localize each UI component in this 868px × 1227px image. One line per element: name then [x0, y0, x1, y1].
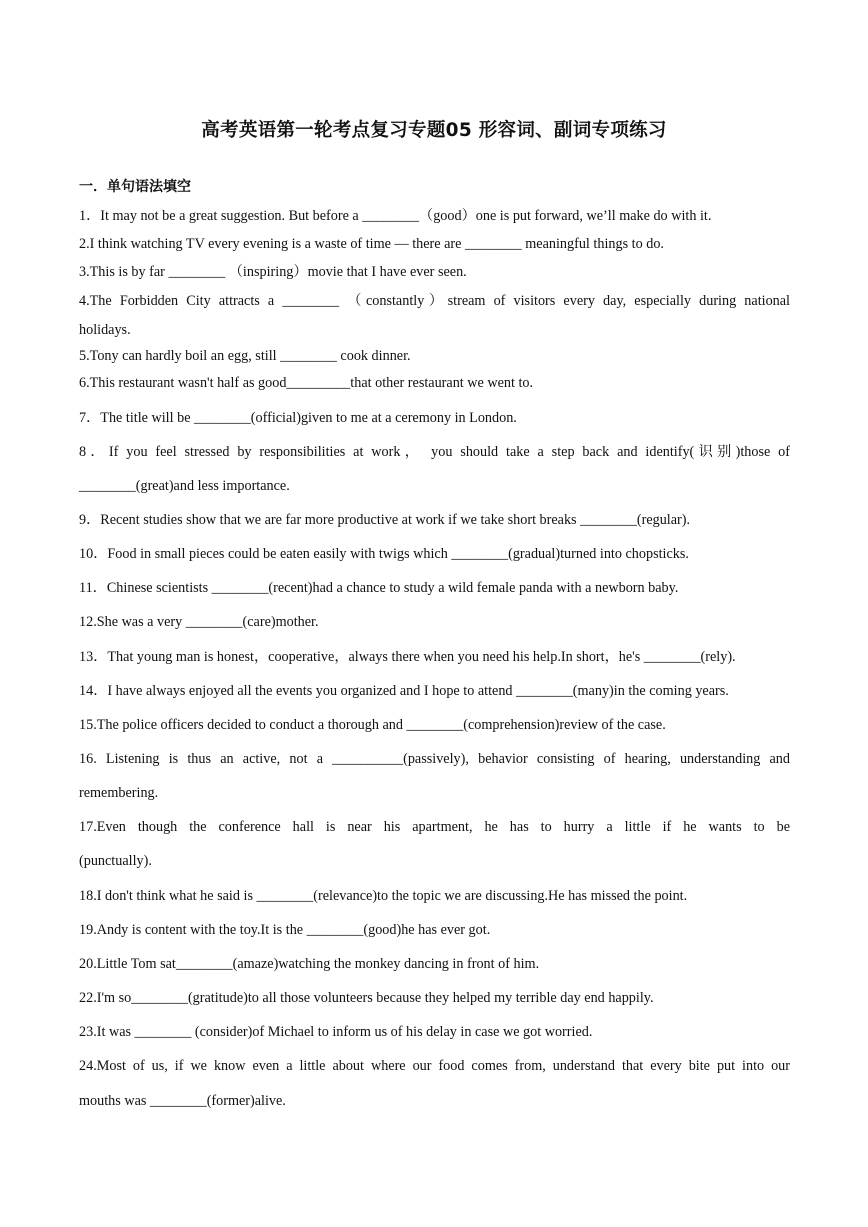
question-10: 10．Food in small pieces could be eaten easily with twigs which ________(gradual)turned into chopsticks. [79, 546, 689, 562]
question-4-line-1: 4.The Forbidden City attracts a ________ （constantly）stream of visitors every day, especially during national [79, 293, 790, 309]
question-15: 15.The police officers decided to conduct a thorough and ________(comprehension)review of the case. [79, 717, 666, 733]
question-16-line-1: 16. Listening is thus an active, not a __________(passively), behavior consisting of hearing, understanding and [79, 751, 790, 767]
question-17-line-1: 17.Even though the conference hall is near his apartment, he has to hurry a little if he wants to be [79, 819, 790, 835]
question-16-line-2: remembering. [79, 785, 159, 801]
question-24-line-2: mouths was ________(former)alive. [79, 1093, 286, 1109]
question-13: 13．That young man is honest，cooperative，always there when you need his help.In short，he's ________(rely). [79, 649, 736, 665]
document-title: 高考英语第一轮考点复习专题05 形容词、副词专项练习 [201, 120, 667, 141]
section-heading: 一．单句语法填空 [79, 179, 191, 195]
question-6: 6.This restaurant wasn't half as good_________that other restaurant we went to. [79, 375, 534, 391]
question-8-line-2: ________(great)and less importance. [79, 478, 290, 494]
question-8-line-1: 8．If you feel stressed by responsibilities at work， you should take a step back and identify(识别)those of [79, 444, 790, 460]
question-4-line-2: holidays. [79, 322, 131, 338]
question-14: 14．I have always enjoyed all the events you organized and I hope to attend ________(many)in the coming years. [79, 683, 729, 699]
question-19: 19.Andy is content with the toy.It is the ________(good)he has ever got. [79, 922, 491, 938]
question-23: 23.It was ________ (consider)of Michael to inform us of his delay in case we got worried. [79, 1024, 593, 1040]
question-1: 1．It may not be a great suggestion. But before a ________（good）one is put forward, we’ll make do with it. [79, 208, 712, 224]
question-2: 2.I think watching TV every evening is a waste of time — there are ________ meaningful things to do. [79, 236, 664, 252]
question-24-line-1: 24.Most of us, if we know even a little about where our food comes from, understand that every bite put into our [79, 1058, 790, 1074]
question-9: 9．Recent studies show that we are far more productive at work if we take short breaks ________(regular). [79, 512, 691, 528]
question-12: 12.She was a very ________(care)mother. [79, 614, 319, 630]
question-20: 20.Little Tom sat________(amaze)watching the monkey dancing in front of him. [79, 956, 540, 972]
question-11: 11．Chinese scientists ________(recent)had a chance to study a wild female panda with a newborn baby. [79, 580, 679, 596]
question-17-line-2: (punctually). [79, 853, 152, 869]
question-5: 5.Tony can hardly boil an egg, still ________ cook dinner. [79, 348, 411, 364]
question-3: 3.This is by far ________ （inspiring）movie that I have ever seen. [79, 264, 467, 280]
question-7: 7．The title will be ________(official)given to me at a ceremony in London. [79, 410, 517, 426]
question-22: 22.I'm so________(gratitude)to all those volunteers because they helped my terrible day end happily. [79, 990, 654, 1006]
question-18: 18.I don't think what he said is ________(relevance)to the topic we are discussing.He has missed the point. [79, 888, 688, 904]
